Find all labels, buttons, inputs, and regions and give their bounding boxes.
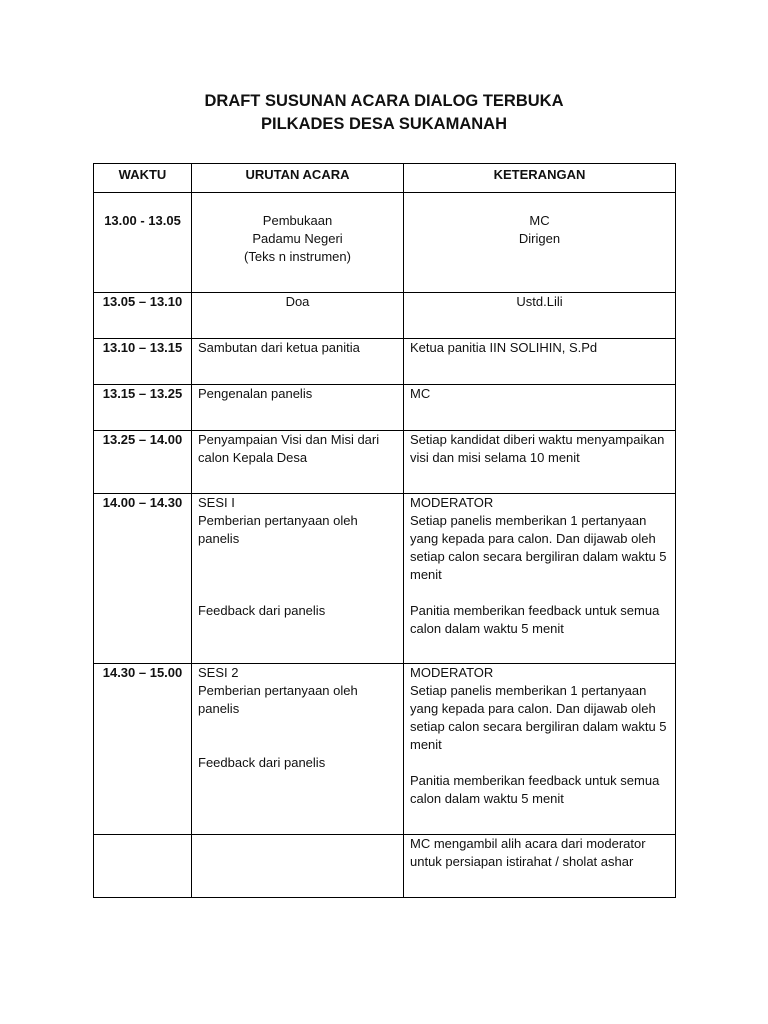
cell-waktu: 13.05 – 13.10 bbox=[94, 293, 192, 339]
cell-acara: Sambutan dari ketua panitia bbox=[192, 339, 404, 385]
table-row bbox=[94, 339, 676, 385]
cell-keterangan bbox=[404, 494, 676, 664]
cell-acara: Penyampaian Visi dan Misi dari calon Kepala Desa bbox=[192, 431, 404, 494]
cell-keterangan bbox=[404, 193, 676, 293]
session-description: Setiap panelis memberikan 1 pertanyaan yang kepada para calon. Dan dijawab oleh setiap calon secara bergiliran dalam waktu 5 menit bbox=[410, 683, 667, 752]
table-row bbox=[94, 385, 676, 431]
cell-acara bbox=[192, 193, 404, 293]
acara-line: (Teks n instrumen) bbox=[244, 249, 351, 264]
acara-line: Pembukaan bbox=[262, 213, 333, 228]
cell-keterangan: Setiap kandidat diberi waktu menyampaikan visi dan misi selama 10 menit bbox=[404, 431, 676, 494]
cell-acara bbox=[192, 835, 404, 898]
acara-line: Padamu Negeri bbox=[252, 231, 343, 246]
cell-acara: Doa bbox=[192, 293, 404, 339]
cell-waktu: 13.10 – 13.15 bbox=[94, 339, 192, 385]
document-title bbox=[0, 90, 768, 136]
header-keterangan: KETERANGAN bbox=[404, 164, 676, 193]
moderator-label: MODERATOR bbox=[410, 495, 494, 510]
cell-waktu: 14.30 – 15.00 bbox=[94, 664, 192, 835]
table-row bbox=[94, 835, 676, 898]
table-row bbox=[94, 193, 676, 293]
header-urutan-acara: URUTAN ACARA bbox=[192, 164, 404, 193]
cell-waktu: 13.15 – 13.25 bbox=[94, 385, 192, 431]
session-feedback: Feedback dari panelis bbox=[198, 755, 326, 770]
moderator-label: MODERATOR bbox=[410, 665, 494, 680]
cell-acara bbox=[192, 494, 404, 664]
cell-waktu: 13.25 – 14.00 bbox=[94, 431, 192, 494]
cell-waktu: 13.00 - 13.05 bbox=[94, 193, 192, 293]
feedback-description: Panitia memberikan feedback untuk semua calon dalam waktu 5 menit bbox=[410, 773, 660, 806]
session-label: SESI 2 bbox=[198, 665, 239, 680]
cell-waktu bbox=[94, 835, 192, 898]
cell-acara bbox=[192, 664, 404, 835]
table-row bbox=[94, 293, 676, 339]
cell-acara: Pengenalan panelis bbox=[192, 385, 404, 431]
cell-keterangan: MC bbox=[404, 385, 676, 431]
session-activity: Pemberian pertanyaan oleh panelis bbox=[198, 513, 358, 546]
cell-keterangan: MC mengambil alih acara dari moderator untuk persiapan istirahat / sholat ashar bbox=[404, 835, 676, 898]
cell-keterangan: Ustd.Lili bbox=[404, 293, 676, 339]
header-waktu: WAKTU bbox=[94, 164, 192, 193]
keterangan-line: MC bbox=[529, 213, 550, 228]
title-line-1: DRAFT SUSUNAN ACARA DIALOG TERBUKA bbox=[204, 92, 564, 110]
cell-keterangan bbox=[404, 664, 676, 835]
table-header-row bbox=[94, 164, 676, 193]
session-description: Setiap panelis memberikan 1 pertanyaan yang kepada para calon. Dan dijawab oleh setiap calon secara bergiliran dalam waktu 5 menit bbox=[410, 513, 667, 582]
table-row bbox=[94, 664, 676, 835]
table-row bbox=[94, 431, 676, 494]
cell-keterangan: Ketua panitia IIN SOLIHIN, S.Pd bbox=[404, 339, 676, 385]
feedback-description: Panitia memberikan feedback untuk semua calon dalam waktu 5 menit bbox=[410, 603, 660, 636]
session-activity: Pemberian pertanyaan oleh panelis bbox=[198, 683, 358, 716]
session-feedback: Feedback dari panelis bbox=[198, 603, 326, 618]
title-line-2: PILKADES DESA SUKAMANAH bbox=[261, 115, 507, 133]
schedule-table bbox=[93, 163, 676, 898]
cell-waktu: 14.00 – 14.30 bbox=[94, 494, 192, 664]
keterangan-line: Dirigen bbox=[518, 231, 561, 246]
session-label: SESI I bbox=[198, 495, 235, 510]
table-row bbox=[94, 494, 676, 664]
